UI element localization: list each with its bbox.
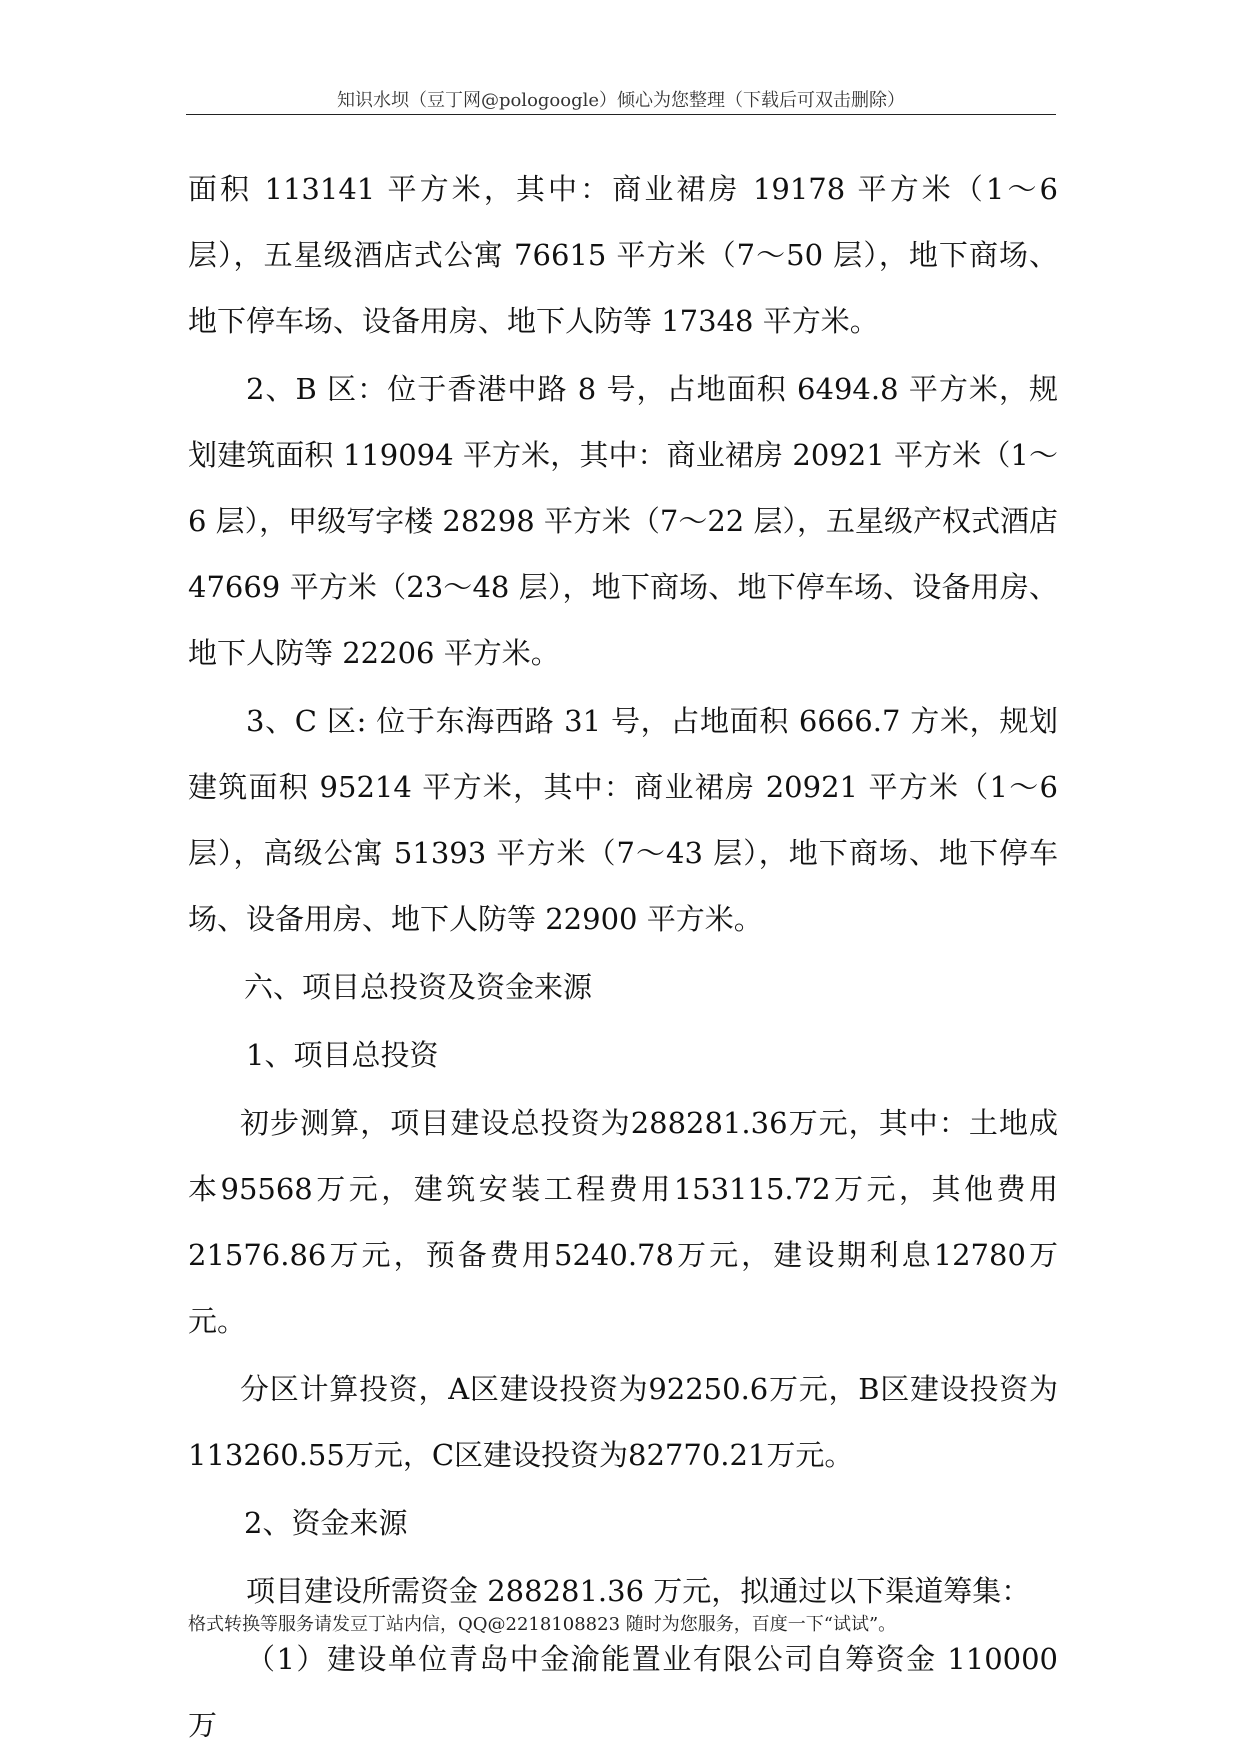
paragraph-zone-investment: 分区计算投资，A区建设投资为92250.6万元，B区建设投资为113260.55万元，C区建设投资为82770.21万元。	[188, 1372, 1058, 1472]
paragraph-b-zone: 2、B 区：位于香港中路 8 号，占地面积 6494.8 平方米，规划建筑面积 119094 平方米，其中：商业裙房 20921 平方米（1～6 层），甲级写字楼 28298 平方米（7～22 层），五星级产权式酒店 47669 平方米（23～48 层），地下商场、地下停车场、设备用房、地下人防等 22206 平方米。	[188, 372, 1058, 670]
paragraph-funding-intro: 项目建设所需资金 288281.36 万元，拟通过以下渠道筹集：	[246, 1574, 1031, 1608]
paragraph-c-zone: 3、C 区: 位于东海西路 31 号，占地面积 6666.7 方米，规划建筑面积 95214 平方米，其中：商业裙房 20921 平方米（1～6 层），高级公寓 51393 平方米（7～43 层），地下商场、地下停车场、设备用房、地下人防等 22900 平方米。	[188, 704, 1058, 936]
paragraph-total-investment: 初步测算，项目建设总投资为288281.36万元，其中：土地成本95568万元，建筑安装工程费用153115.72万元，其他费用21576.86万元，预备费用5240.78万元，建设期利息12780万元。	[188, 1106, 1058, 1338]
subheading-funding-source: 2、资金来源	[244, 1506, 408, 1540]
header-divider	[186, 114, 1056, 115]
section-heading-investment: 六、项目总投资及资金来源	[244, 970, 593, 1004]
paragraph-a-zone-continued: 面积 113141 平方米，其中：商业裙房 19178 平方米（1～6 层），五星级酒店式公寓 76615 平方米（7～50 层），地下商场、地下停车场、设备用房、地下人防等 17348 平方米。	[188, 172, 1058, 338]
page-header: 知识水坝（豆丁网@pologoogle）倾心为您整理（下载后可双击删除）	[336, 90, 906, 111]
document-body	[188, 156, 1058, 1760]
page-footer: 格式转换等服务请发豆丁站内信，QQ@2218108823 随时为您服务，百度一下“试试”。	[188, 1614, 897, 1635]
paragraph-funding-item-1: （1）建设单位青岛中金渝能置业有限公司自筹资金 110000 万	[188, 1642, 1058, 1742]
subheading-total-investment: 1、项目总投资	[246, 1038, 439, 1072]
